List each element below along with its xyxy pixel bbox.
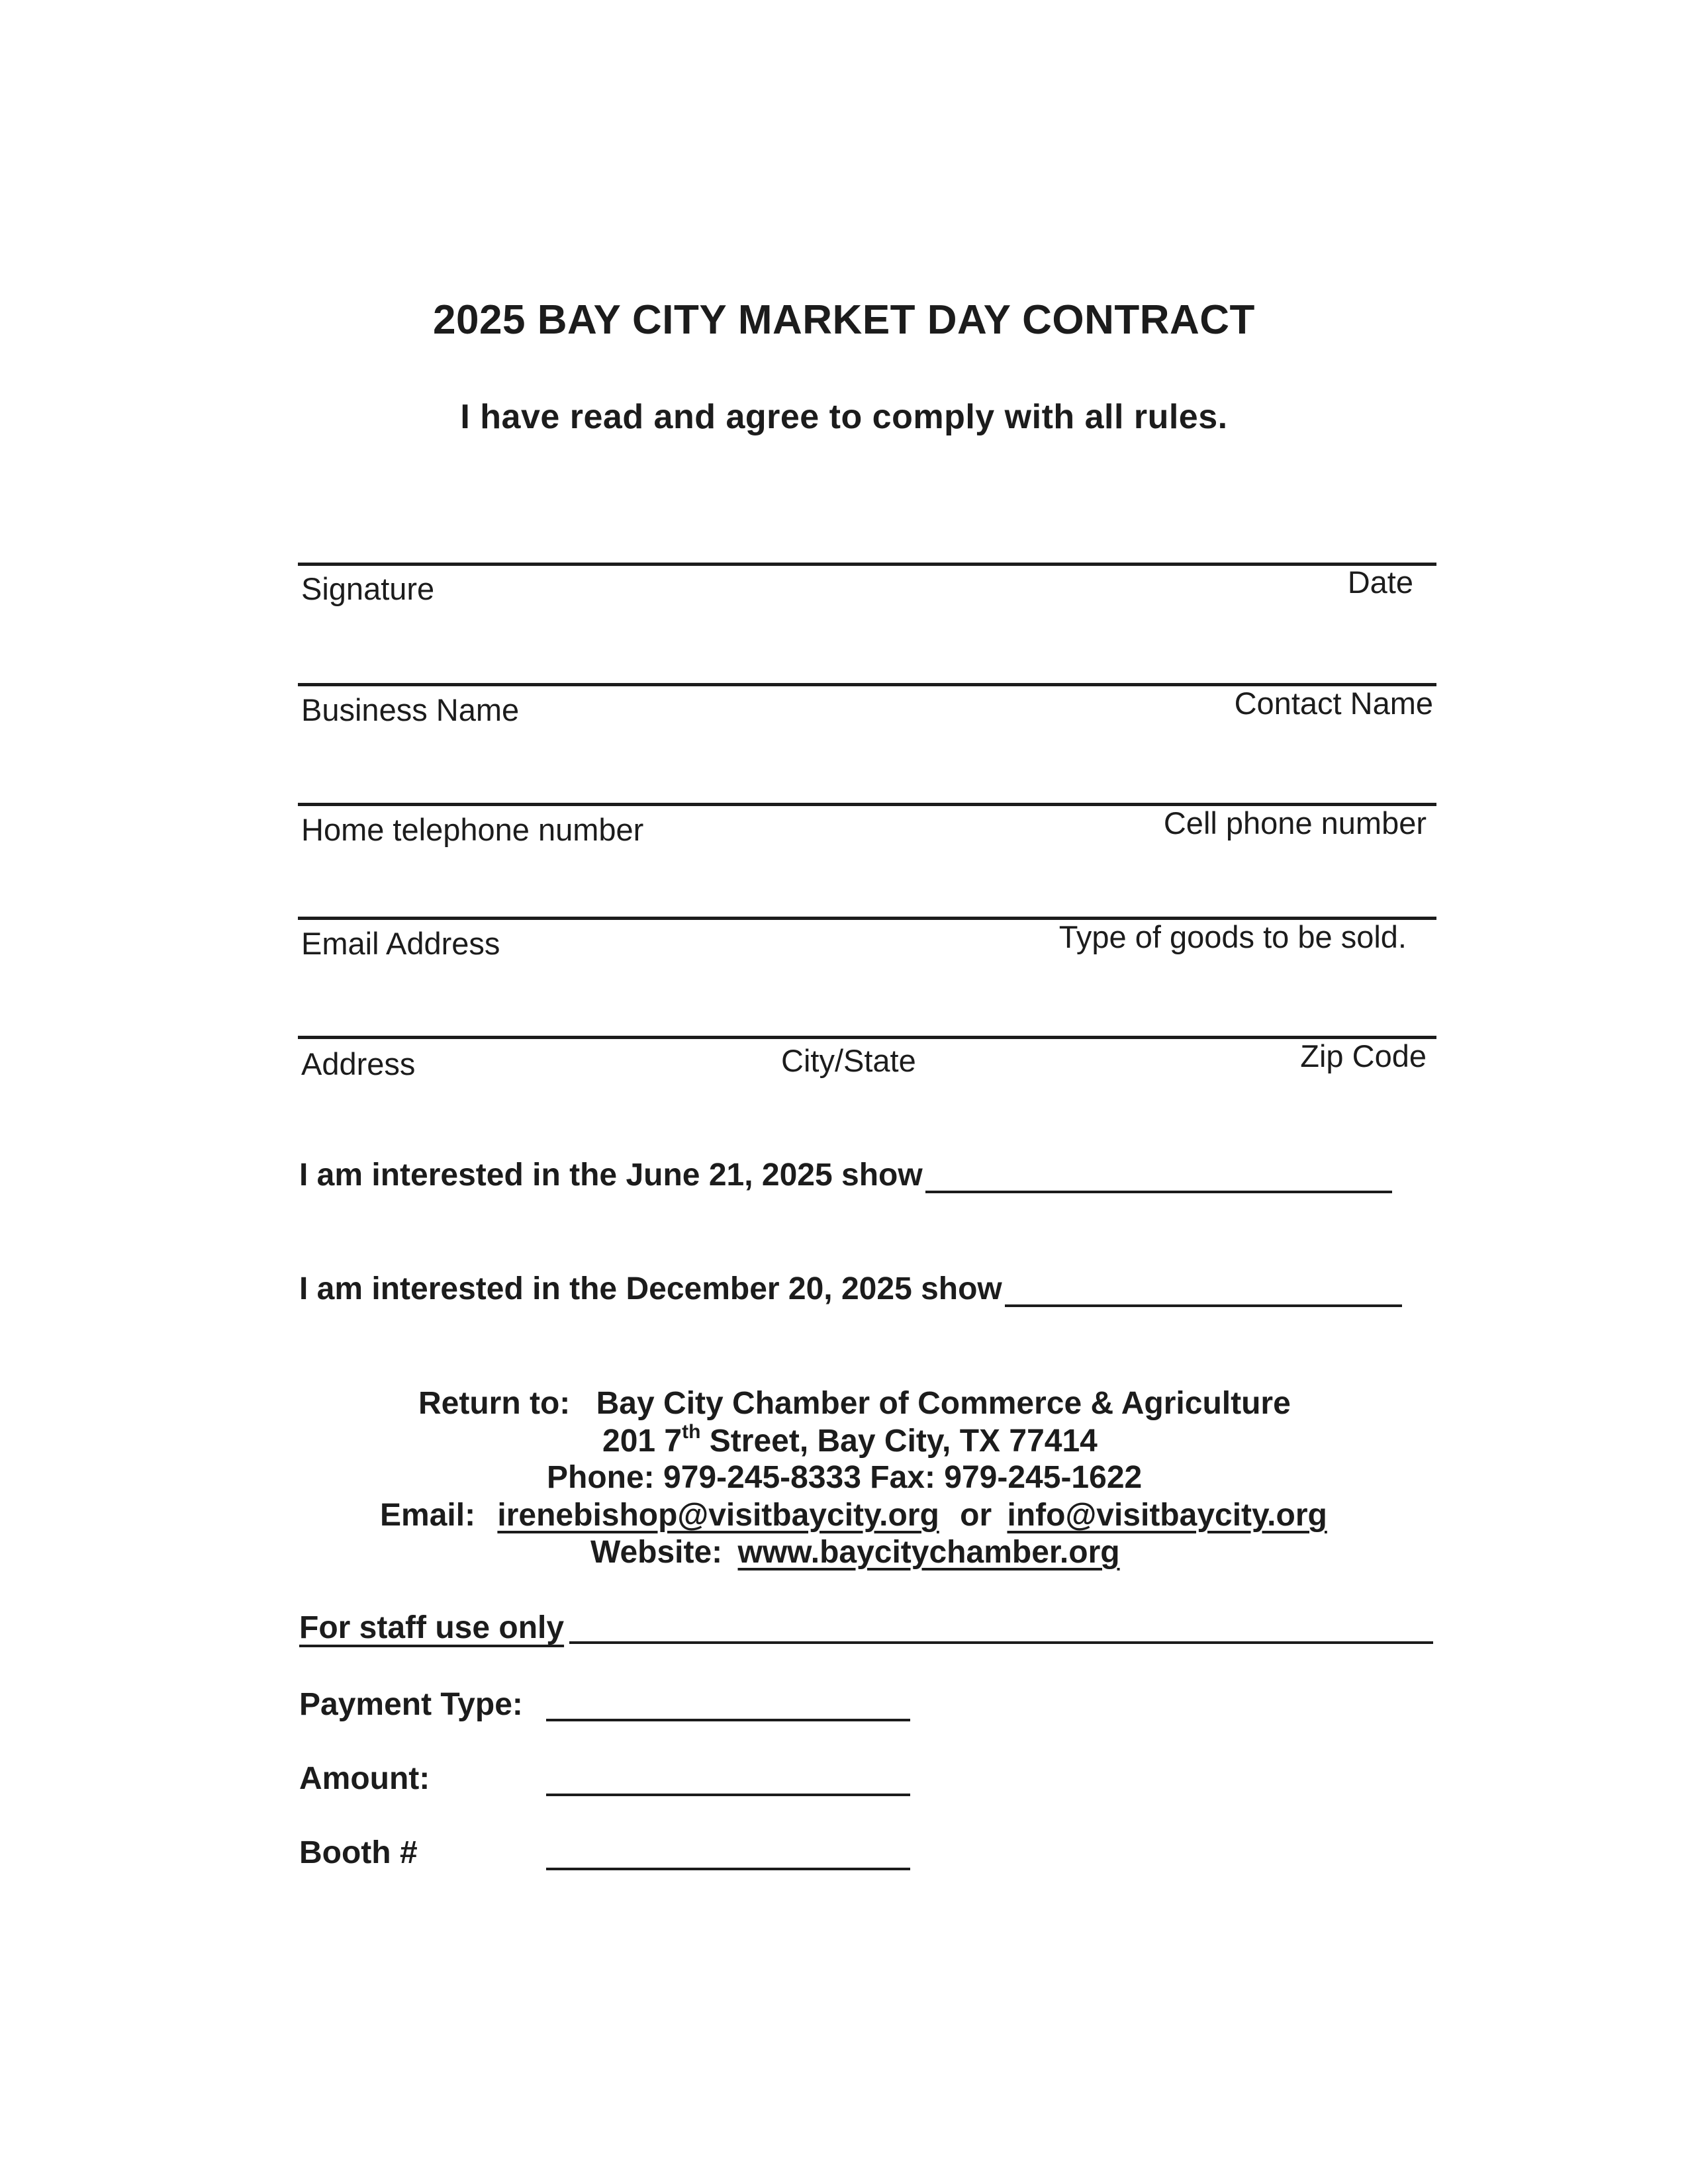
payment-type-blank[interactable] [546, 1719, 910, 1721]
zip-code-label: Zip Code [1300, 1038, 1427, 1073]
address-line[interactable] [298, 1036, 1436, 1039]
amount-blank[interactable] [546, 1794, 910, 1796]
june-show-label: I am interested in the June 21, 2025 show [299, 1158, 923, 1193]
return-to-label: Return to: [418, 1386, 571, 1421]
street-number: 201 7 [602, 1424, 682, 1459]
email-row [380, 1497, 1327, 1533]
website-row [590, 1534, 1120, 1570]
website-link[interactable]: www.baycitychamber.org [737, 1535, 1120, 1570]
december-show-interest [299, 1271, 1402, 1307]
email-link-info[interactable]: info@visitbaycity.org [1007, 1498, 1327, 1533]
street-rest: Street, Bay City, TX 77414 [700, 1424, 1098, 1459]
date-label: Date [1347, 565, 1413, 600]
page-title: 2025 BAY CITY MARKET DAY CONTRACT [433, 297, 1255, 343]
signature-label: Signature [301, 571, 435, 606]
street-ordinal: th [682, 1421, 701, 1443]
address-label: Address [301, 1046, 416, 1081]
payment-type-label: Payment Type: [299, 1687, 523, 1722]
email-or: or [960, 1498, 992, 1533]
december-show-label: I am interested in the December 20, 2025 show [299, 1271, 1002, 1306]
return-to-row [418, 1385, 1291, 1422]
home-phone-label: Home telephone number [301, 812, 644, 847]
staff-use-heading: For staff use only [299, 1610, 565, 1645]
street-address [602, 1423, 1098, 1459]
cell-phone-label: Cell phone number [1163, 805, 1427, 841]
phone-fax: Phone: 979-245-8333 Fax: 979-245-1622 [547, 1460, 1143, 1495]
june-show-blank[interactable] [925, 1159, 1392, 1193]
contact-name-label: Contact Name [1234, 686, 1433, 721]
june-show-interest [299, 1157, 1392, 1193]
email-address-label: Email Address [301, 926, 500, 961]
website-label: Website: [590, 1535, 723, 1570]
december-show-blank[interactable] [1005, 1273, 1402, 1307]
booth-number-blank[interactable] [546, 1868, 910, 1870]
business-name-label: Business Name [301, 692, 520, 727]
goods-type-label: Type of goods to be sold. [1058, 919, 1407, 954]
city-state-label: City/State [781, 1043, 916, 1078]
amount-label: Amount: [299, 1761, 430, 1796]
organization-name: Bay City Chamber of Commerce & Agriculture [596, 1386, 1291, 1421]
booth-number-label: Booth # [299, 1835, 418, 1870]
agreement-statement: I have read and agree to comply with all rules. [460, 398, 1228, 436]
staff-use-line [569, 1641, 1433, 1644]
email-label: Email: [380, 1498, 476, 1533]
signature-line[interactable] [298, 563, 1436, 566]
email-link-irene[interactable]: irenebishop@visitbaycity.org [497, 1498, 939, 1533]
